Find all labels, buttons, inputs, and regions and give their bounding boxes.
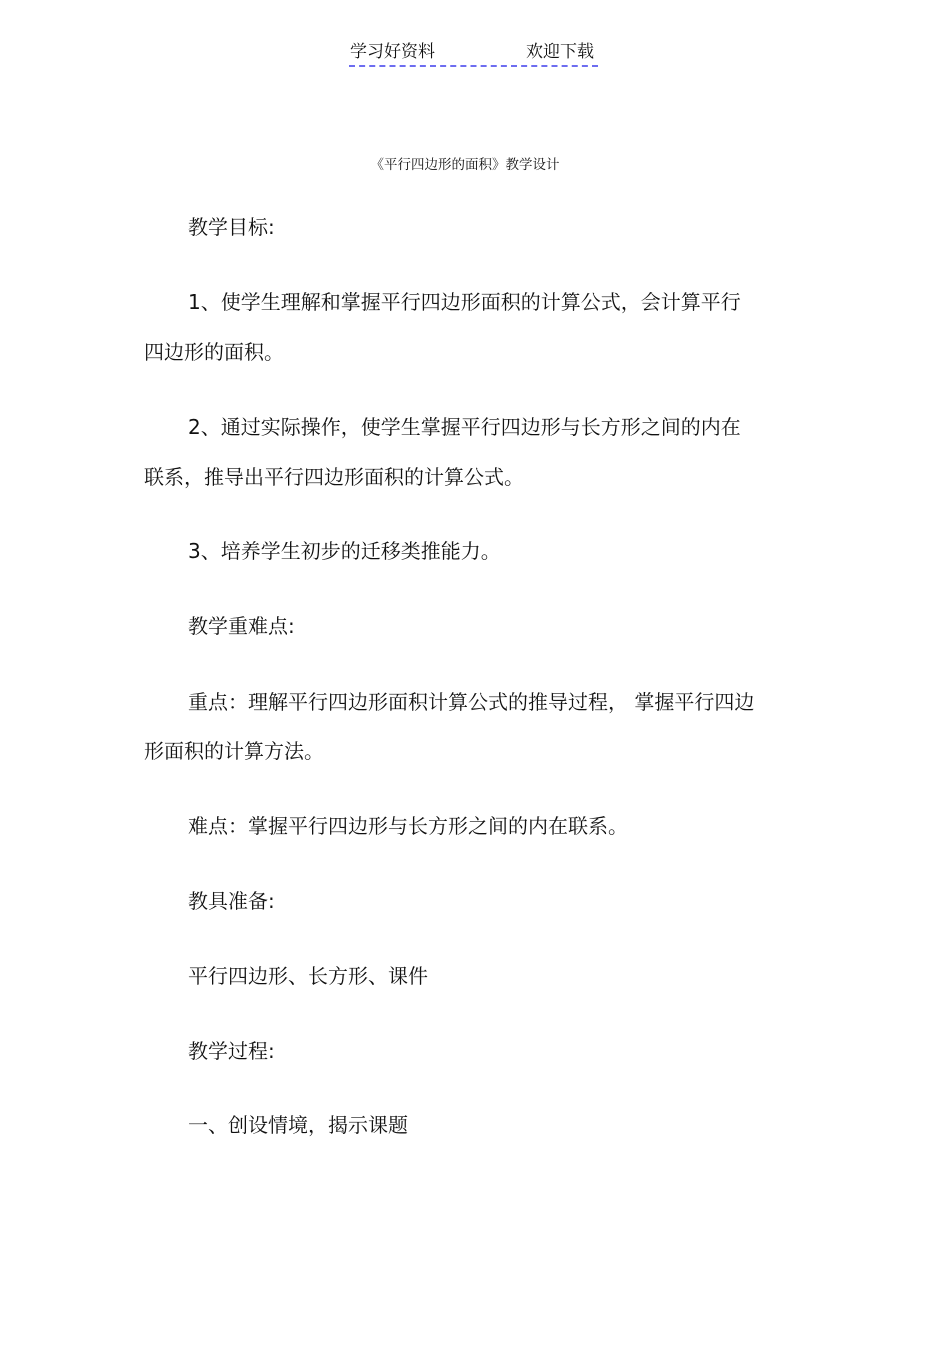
objective-3: 3、培养学生初步的迁移类推能力。 (188, 539, 501, 563)
section-heading-process: 教学过程: (188, 1039, 275, 1063)
difficult-point: 难点：掌握平行四边形与长方形之间的内在联系。 (188, 814, 628, 838)
header-right-text: 欢迎下载 (526, 42, 594, 62)
objective-2-line-2: 联系，推导出平行四边形面积的计算公式。 (144, 465, 524, 489)
materials-list: 平行四边形、长方形、课件 (188, 964, 428, 988)
objective-2-line-1: 2、通过实际操作，使学生掌握平行四边形与长方形之间的内在 (188, 415, 741, 439)
document-title: 《平行四边形的面积》教学设计 (370, 157, 560, 173)
header-left-text: 学习好资料 (350, 42, 435, 62)
section-heading-objectives: 教学目标: (188, 215, 275, 239)
key-point-line-1: 重点：理解平行四边形面积计算公式的推导过程， 掌握平行四边 (188, 690, 755, 714)
section-heading-materials: 教具准备: (188, 889, 275, 913)
objective-1-line-1: 1、使学生理解和掌握平行四边形面积的计算公式，会计算平行 (188, 290, 741, 314)
process-step-1: 一、创设情境，揭示课题 (188, 1113, 408, 1137)
objective-1-line-2: 四边形的面积。 (144, 340, 284, 364)
page-header (349, 40, 598, 67)
section-heading-key-points: 教学重难点: (188, 614, 295, 638)
key-point-line-2: 形面积的计算方法。 (144, 739, 324, 763)
